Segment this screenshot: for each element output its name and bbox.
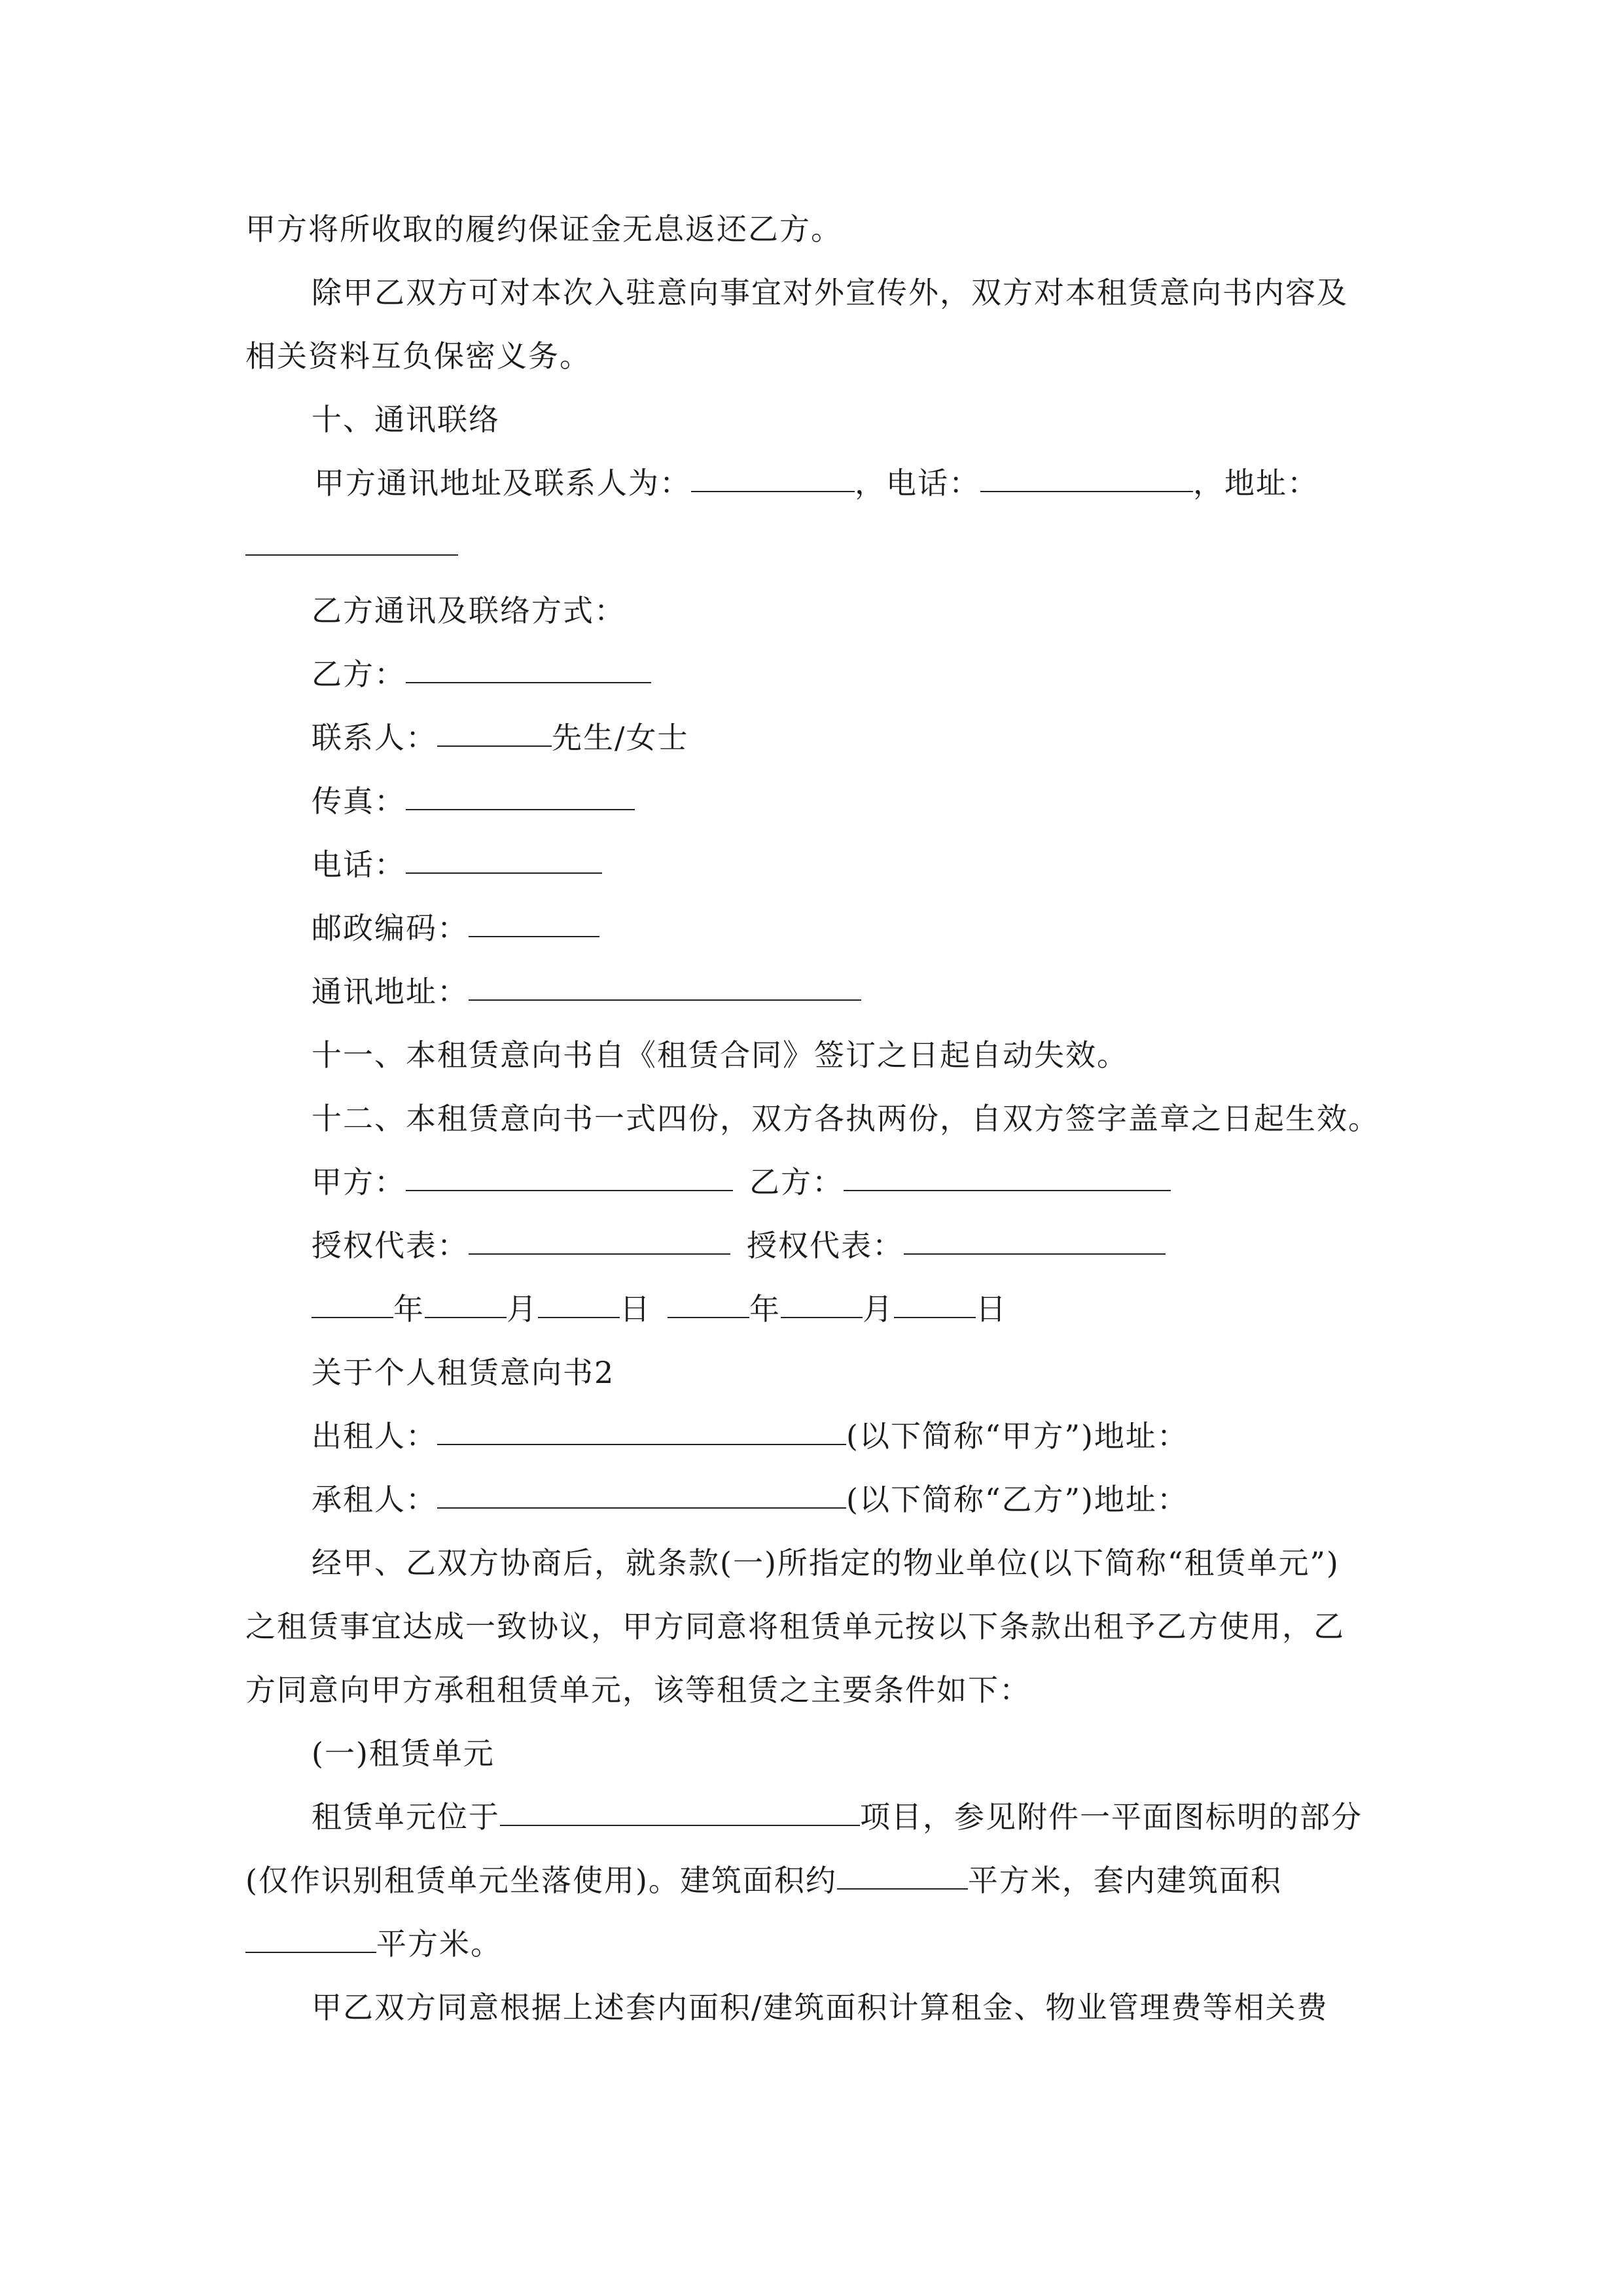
blank-phone-b-field[interactable] — [406, 838, 602, 874]
text-line — [314, 457, 1319, 509]
line-text: 方同意向甲方承租租赁单元，该等租赁之主要条件如下： — [245, 1672, 1031, 1708]
label-text: 年 — [749, 1291, 781, 1327]
text-line — [312, 902, 599, 954]
text-line — [312, 775, 635, 827]
text-line — [312, 1791, 1363, 1843]
label-text: 月 — [863, 1291, 894, 1327]
blank-mailing-address-field[interactable] — [469, 965, 861, 1001]
blank-month-b[interactable] — [781, 1283, 863, 1318]
text-line — [312, 711, 689, 764]
signature-line — [312, 1219, 1166, 1272]
blank-building-area-field[interactable] — [837, 1854, 968, 1890]
label-text: 授权代表： — [312, 1228, 469, 1263]
label-text: 承租人： — [312, 1482, 437, 1517]
label-text: 日 — [620, 1291, 651, 1327]
section-heading — [312, 393, 500, 446]
text-line — [245, 1918, 502, 1970]
text-line — [312, 1092, 1380, 1145]
heading-text: (一)租赁单元 — [312, 1736, 495, 1771]
line-text: 甲方将所收取的履约保证金无息返还乙方。 — [245, 211, 842, 247]
text-line — [312, 1473, 1188, 1526]
blank-phone-field[interactable] — [980, 457, 1193, 492]
line-text: 相关资料互负保密义务。 — [245, 338, 591, 374]
label-text: 平方米。 — [376, 1926, 502, 1962]
text-line — [245, 1664, 1031, 1716]
text-line — [312, 584, 626, 637]
label-text: 通讯地址： — [312, 974, 469, 1009]
blank-month-a[interactable] — [425, 1283, 507, 1318]
blank-postcode-field[interactable] — [469, 902, 599, 937]
line-text: 除甲乙双方可对本次入驻意向事宜对外宣传外，双方对本租赁意向书内容及 — [312, 275, 1348, 310]
text-line — [312, 965, 861, 1018]
blank-inner-area-field[interactable] — [245, 1918, 376, 1953]
blank-rep-b-sign[interactable] — [904, 1219, 1166, 1255]
label-text: 授权代表： — [747, 1228, 904, 1263]
blank-contact-field[interactable] — [691, 457, 855, 492]
blank-address-field[interactable] — [245, 520, 458, 556]
date-line — [312, 1283, 1007, 1335]
line-text: 甲乙双方同意根据上述套内面积/建筑面积计算租金、物业管理费等相关费 — [312, 1990, 1329, 2025]
text-line — [245, 330, 591, 382]
text-line — [312, 266, 1348, 319]
blank-fax-field[interactable] — [406, 775, 635, 810]
label-text: 电话： — [312, 847, 406, 882]
text-line — [245, 1600, 1345, 1653]
blank-party-b-sign[interactable] — [844, 1156, 1171, 1191]
signature-line — [312, 1156, 1171, 1208]
text-line — [312, 1981, 1329, 2034]
line-text: 经甲、乙双方协商后，就条款(一)所指定的物业单位(以下简称“租赁单元”) — [312, 1545, 1340, 1581]
line-text: 十二、本租赁意向书一式四份，双方各执两份，自双方签字盖章之日起生效。 — [312, 1101, 1380, 1136]
text-line — [245, 203, 842, 255]
text-line — [312, 648, 651, 700]
label-text: 日 — [976, 1291, 1007, 1327]
label-text: (仅作识别租赁单元坐落使用)。建筑面积约 — [245, 1863, 837, 1898]
label-text: 甲方通讯地址及联系人为： — [314, 465, 691, 501]
text-line — [245, 520, 458, 573]
label-text: 邮政编码： — [312, 910, 469, 946]
label-text: ，地址： — [1193, 465, 1319, 501]
label-text: ，电话： — [855, 465, 980, 501]
text-line — [245, 1854, 1282, 1907]
text-line — [312, 838, 602, 891]
text-line — [312, 1029, 1128, 1081]
text-line — [312, 1410, 1188, 1462]
label-text: 年 — [393, 1291, 425, 1327]
blank-lessee-field[interactable] — [437, 1473, 846, 1509]
label-text: 传真： — [312, 783, 406, 819]
section-title — [312, 1346, 615, 1399]
line-text: 十一、本租赁意向书自《租赁合同》签订之日起自动失效。 — [312, 1037, 1128, 1073]
blank-lessor-field[interactable] — [437, 1410, 846, 1445]
text-line — [312, 1537, 1340, 1589]
blank-rep-a-sign[interactable] — [469, 1219, 730, 1255]
label-text: (以下简称“乙方”)地址： — [846, 1482, 1188, 1517]
section-heading — [312, 1727, 495, 1780]
label-text: 甲方： — [312, 1164, 406, 1200]
title-text: 关于个人租赁意向书2 — [312, 1355, 615, 1390]
label-text: 联系人： — [312, 720, 437, 755]
label-text: 月 — [507, 1291, 538, 1327]
label-text: 租赁单元位于 — [312, 1799, 500, 1835]
label-text: 先生/女士 — [552, 720, 689, 755]
blank-contact-person-field[interactable] — [437, 711, 552, 747]
heading-text: 十、通讯联络 — [312, 402, 500, 437]
blank-day-b[interactable] — [894, 1283, 976, 1318]
label-text: 平方米，套内建筑面积 — [967, 1863, 1282, 1898]
blank-year-b[interactable] — [668, 1283, 749, 1318]
label-text: 项目，参见附件一平面图标明的部分 — [860, 1799, 1363, 1835]
label-text: 出租人： — [312, 1418, 437, 1454]
blank-party-b-field[interactable] — [406, 648, 651, 683]
label-text: 乙方： — [749, 1164, 844, 1200]
line-text: 之租赁事宜达成一致协议，甲方同意将租赁单元按以下条款出租予乙方使用，乙 — [245, 1609, 1345, 1644]
blank-day-a[interactable] — [538, 1283, 620, 1318]
blank-year-a[interactable] — [312, 1283, 393, 1318]
label-text: (以下简称“甲方”)地址： — [846, 1418, 1188, 1454]
label-text: 乙方： — [312, 656, 406, 692]
blank-location-field[interactable] — [500, 1791, 860, 1826]
line-text: 乙方通讯及联络方式： — [312, 593, 626, 628]
blank-party-a-sign[interactable] — [406, 1156, 733, 1191]
